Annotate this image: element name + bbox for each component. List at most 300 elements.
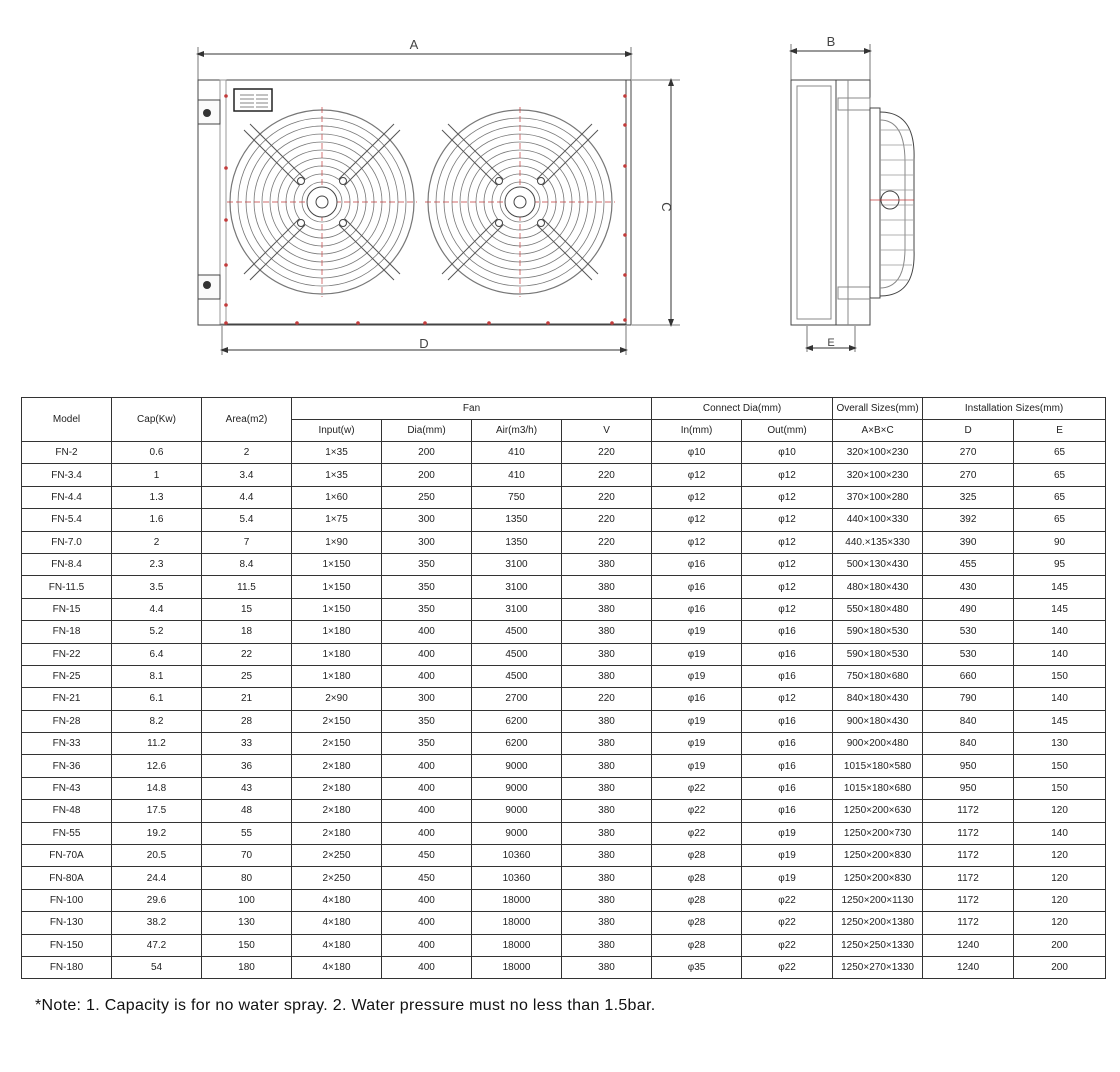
table-cell: φ22 bbox=[742, 956, 833, 978]
table-cell: 380 bbox=[562, 956, 652, 978]
table-cell: 350 bbox=[382, 733, 472, 755]
table-cell: 8.4 bbox=[202, 553, 292, 575]
table-cell: 350 bbox=[382, 710, 472, 732]
table-cell: 380 bbox=[562, 710, 652, 732]
fan-guard-icon bbox=[425, 107, 615, 297]
header-overall: Overall Sizes(mm) bbox=[833, 398, 923, 420]
dimension-c bbox=[632, 80, 680, 325]
table-cell: 1250×200×1130 bbox=[833, 889, 923, 911]
table-cell: 750×180×680 bbox=[833, 665, 923, 687]
table-cell: 3100 bbox=[472, 598, 562, 620]
table-cell: 140 bbox=[1014, 688, 1106, 710]
table-cell: 1172 bbox=[923, 822, 1014, 844]
table-cell: φ19 bbox=[652, 710, 742, 732]
table-cell: FN-8.4 bbox=[22, 553, 112, 575]
table-cell: 6.4 bbox=[112, 643, 202, 665]
table-cell: 380 bbox=[562, 889, 652, 911]
table-cell: 400 bbox=[382, 822, 472, 844]
table-cell: FN-2 bbox=[22, 442, 112, 464]
table-cell: 455 bbox=[923, 553, 1014, 575]
table-cell: 3.5 bbox=[112, 576, 202, 598]
table-cell: 120 bbox=[1014, 845, 1106, 867]
table-cell: 350 bbox=[382, 598, 472, 620]
fan-guards bbox=[227, 107, 615, 297]
dimension-e bbox=[807, 326, 855, 352]
table-cell: 120 bbox=[1014, 800, 1106, 822]
table-cell: 1×90 bbox=[292, 531, 382, 553]
table-cell: 400 bbox=[382, 956, 472, 978]
table-cell: 2×150 bbox=[292, 710, 382, 732]
table-cell: 18000 bbox=[472, 889, 562, 911]
table-row bbox=[22, 553, 1106, 575]
table-cell: 4×180 bbox=[292, 934, 382, 956]
table-cell: 21 bbox=[202, 688, 292, 710]
table-cell: 28 bbox=[202, 710, 292, 732]
table-cell: 950 bbox=[923, 755, 1014, 777]
table-cell: φ19 bbox=[742, 867, 833, 889]
table-cell: 3100 bbox=[472, 553, 562, 575]
table-cell: 65 bbox=[1014, 442, 1106, 464]
table-cell: 840×180×430 bbox=[833, 688, 923, 710]
table-cell: 1×180 bbox=[292, 665, 382, 687]
table-cell: 6.1 bbox=[112, 688, 202, 710]
table-cell: 10360 bbox=[472, 845, 562, 867]
table-cell: 145 bbox=[1014, 710, 1106, 732]
table-row bbox=[22, 800, 1106, 822]
table-cell: FN-55 bbox=[22, 822, 112, 844]
table-cell: 17.5 bbox=[112, 800, 202, 822]
table-cell: 300 bbox=[382, 531, 472, 553]
table-cell: φ16 bbox=[742, 777, 833, 799]
table-row bbox=[22, 867, 1106, 889]
table-cell: FN-36 bbox=[22, 755, 112, 777]
table-cell: 65 bbox=[1014, 509, 1106, 531]
table-cell: 180 bbox=[202, 956, 292, 978]
table-cell: 380 bbox=[562, 800, 652, 822]
table-cell: 150 bbox=[1014, 777, 1106, 799]
table-cell: 3.4 bbox=[202, 464, 292, 486]
table-cell: 840 bbox=[923, 733, 1014, 755]
table-cell: 43 bbox=[202, 777, 292, 799]
outlet-port-icon bbox=[203, 281, 211, 289]
dimension-label-b: B bbox=[826, 34, 836, 49]
table-cell: 130 bbox=[1014, 733, 1106, 755]
table-row bbox=[22, 710, 1106, 732]
table-cell: 65 bbox=[1014, 486, 1106, 508]
table-cell: 1015×180×580 bbox=[833, 755, 923, 777]
specification-table bbox=[21, 397, 1106, 979]
table-cell: 2 bbox=[202, 442, 292, 464]
table-cell: φ28 bbox=[652, 845, 742, 867]
table-cell: 1240 bbox=[923, 934, 1014, 956]
table-cell: φ19 bbox=[742, 845, 833, 867]
table-cell: 220 bbox=[562, 486, 652, 508]
table-cell: 18 bbox=[202, 621, 292, 643]
table-cell: 300 bbox=[382, 688, 472, 710]
table-cell: φ12 bbox=[652, 486, 742, 508]
table-cell: 400 bbox=[382, 912, 472, 934]
table-cell: 100 bbox=[202, 889, 292, 911]
table-row bbox=[22, 621, 1106, 643]
table-cell: 370×100×280 bbox=[833, 486, 923, 508]
table-cell: 1172 bbox=[923, 867, 1014, 889]
table-cell: 380 bbox=[562, 912, 652, 934]
table-cell: 380 bbox=[562, 733, 652, 755]
table-cell: 1250×200×630 bbox=[833, 800, 923, 822]
table-row bbox=[22, 912, 1106, 934]
table-cell: φ22 bbox=[742, 912, 833, 934]
table-cell: 1350 bbox=[472, 531, 562, 553]
table-cell: 400 bbox=[382, 643, 472, 665]
table-cell: 2×90 bbox=[292, 688, 382, 710]
table-cell: 120 bbox=[1014, 889, 1106, 911]
table-cell: FN-4.4 bbox=[22, 486, 112, 508]
table-row bbox=[22, 688, 1106, 710]
table-cell: φ22 bbox=[652, 800, 742, 822]
table-cell: 90 bbox=[1014, 531, 1106, 553]
table-cell: FN-7.0 bbox=[22, 531, 112, 553]
table-cell: 1×35 bbox=[292, 442, 382, 464]
dimension-b bbox=[791, 34, 870, 80]
table-cell: φ22 bbox=[742, 889, 833, 911]
table-cell: 220 bbox=[562, 688, 652, 710]
table-cell: φ12 bbox=[742, 531, 833, 553]
table-cell: FN-5.4 bbox=[22, 509, 112, 531]
table-cell: 220 bbox=[562, 464, 652, 486]
table-cell: 2×250 bbox=[292, 845, 382, 867]
table-cell: 380 bbox=[562, 845, 652, 867]
table-cell: 1240 bbox=[923, 956, 1014, 978]
header-install: Installation Sizes(mm) bbox=[923, 398, 1106, 420]
table-cell: 790 bbox=[923, 688, 1014, 710]
technical-drawing bbox=[0, 0, 1120, 390]
table-cell: 2×180 bbox=[292, 822, 382, 844]
table-cell: 1250×200×730 bbox=[833, 822, 923, 844]
table-cell: 4×180 bbox=[292, 889, 382, 911]
table-cell: φ12 bbox=[742, 509, 833, 531]
table-cell: 15 bbox=[202, 598, 292, 620]
table-cell: 400 bbox=[382, 800, 472, 822]
table-cell: 2×150 bbox=[292, 733, 382, 755]
table-cell: 150 bbox=[1014, 665, 1106, 687]
table-cell: 380 bbox=[562, 934, 652, 956]
table-cell: 200 bbox=[382, 442, 472, 464]
table-cell: 1×75 bbox=[292, 509, 382, 531]
table-cell: 380 bbox=[562, 822, 652, 844]
table-cell: 400 bbox=[382, 889, 472, 911]
table-cell: 2×250 bbox=[292, 867, 382, 889]
table-cell: φ19 bbox=[652, 733, 742, 755]
table-cell: 490 bbox=[923, 598, 1014, 620]
dimension-label-e: E bbox=[827, 337, 835, 349]
table-cell: 1×60 bbox=[292, 486, 382, 508]
table-row bbox=[22, 509, 1106, 531]
table-cell: φ12 bbox=[652, 464, 742, 486]
table-cell: φ12 bbox=[742, 486, 833, 508]
table-cell: FN-80A bbox=[22, 867, 112, 889]
table-cell: 0.6 bbox=[112, 442, 202, 464]
dimension-label-d: D bbox=[419, 336, 429, 351]
table-cell: 10360 bbox=[472, 867, 562, 889]
table-cell: φ12 bbox=[742, 464, 833, 486]
table-cell: 440×100×330 bbox=[833, 509, 923, 531]
table-cell: 1172 bbox=[923, 845, 1014, 867]
table-cell: 33 bbox=[202, 733, 292, 755]
table-cell: 1×150 bbox=[292, 598, 382, 620]
table-cell: 220 bbox=[562, 509, 652, 531]
table-cell: FN-180 bbox=[22, 956, 112, 978]
table-cell: 1×180 bbox=[292, 643, 382, 665]
table-cell: 200 bbox=[382, 464, 472, 486]
table-cell: φ12 bbox=[652, 509, 742, 531]
table-cell: 900×200×480 bbox=[833, 733, 923, 755]
table-cell: 25 bbox=[202, 665, 292, 687]
header-fan: Fan bbox=[292, 398, 652, 420]
table-row bbox=[22, 822, 1106, 844]
table-cell: 9000 bbox=[472, 755, 562, 777]
table-cell: 130 bbox=[202, 912, 292, 934]
table-cell: 1.3 bbox=[112, 486, 202, 508]
table-cell: 530 bbox=[923, 621, 1014, 643]
table-cell: 8.2 bbox=[112, 710, 202, 732]
table-cell: φ10 bbox=[742, 442, 833, 464]
dimension-label-c: C bbox=[659, 202, 674, 212]
table-cell: 270 bbox=[923, 464, 1014, 486]
table-cell: 2×180 bbox=[292, 755, 382, 777]
table-cell: 19.2 bbox=[112, 822, 202, 844]
table-cell: 24.4 bbox=[112, 867, 202, 889]
table-cell: 1250×200×1380 bbox=[833, 912, 923, 934]
table-cell: φ19 bbox=[652, 621, 742, 643]
subheader-air: Air(m3/h) bbox=[472, 420, 562, 442]
table-cell: FN-21 bbox=[22, 688, 112, 710]
table-cell: φ16 bbox=[652, 688, 742, 710]
table-cell: φ16 bbox=[652, 598, 742, 620]
table-cell: FN-33 bbox=[22, 733, 112, 755]
table-cell: φ16 bbox=[742, 643, 833, 665]
table-cell: FN-18 bbox=[22, 621, 112, 643]
table-cell: 18000 bbox=[472, 934, 562, 956]
table-cell: 36 bbox=[202, 755, 292, 777]
table-cell: φ16 bbox=[652, 553, 742, 575]
table-cell: 1×35 bbox=[292, 464, 382, 486]
table-cell: 380 bbox=[562, 867, 652, 889]
table-cell: 480×180×430 bbox=[833, 576, 923, 598]
table-cell: FN-22 bbox=[22, 643, 112, 665]
table-cell: 500×130×430 bbox=[833, 553, 923, 575]
table-row bbox=[22, 934, 1106, 956]
table-cell: 5.2 bbox=[112, 621, 202, 643]
table-cell: φ10 bbox=[652, 442, 742, 464]
subheader-dia: Dia(mm) bbox=[382, 420, 472, 442]
table-cell: φ28 bbox=[652, 889, 742, 911]
header-cap: Cap(Kw) bbox=[112, 398, 202, 442]
table-cell: 140 bbox=[1014, 822, 1106, 844]
table-cell: φ12 bbox=[742, 598, 833, 620]
table-cell: 392 bbox=[923, 509, 1014, 531]
table-cell: 400 bbox=[382, 621, 472, 643]
table-cell: 430 bbox=[923, 576, 1014, 598]
table-cell: FN-48 bbox=[22, 800, 112, 822]
table-cell: 120 bbox=[1014, 912, 1106, 934]
table-cell: 1015×180×680 bbox=[833, 777, 923, 799]
table-cell: φ16 bbox=[742, 665, 833, 687]
table-cell: 9000 bbox=[472, 800, 562, 822]
table-cell: 54 bbox=[112, 956, 202, 978]
table-row bbox=[22, 755, 1106, 777]
table-cell: 2700 bbox=[472, 688, 562, 710]
table-cell: 380 bbox=[562, 777, 652, 799]
table-cell: 380 bbox=[562, 598, 652, 620]
footnote: *Note: 1. Capacity is for no water spray. 2. Water pressure must no less than 1.5bar. bbox=[35, 997, 656, 1014]
subheader-out: Out(mm) bbox=[742, 420, 833, 442]
table-row bbox=[22, 777, 1106, 799]
table-cell: FN-28 bbox=[22, 710, 112, 732]
table-cell: 11.2 bbox=[112, 733, 202, 755]
table-cell: 8.1 bbox=[112, 665, 202, 687]
table-cell: 14.8 bbox=[112, 777, 202, 799]
table-cell: 950 bbox=[923, 777, 1014, 799]
table-cell: 18000 bbox=[472, 956, 562, 978]
table-cell: 70 bbox=[202, 845, 292, 867]
table-cell: 9000 bbox=[472, 777, 562, 799]
table-cell: φ12 bbox=[742, 553, 833, 575]
table-cell: 2×180 bbox=[292, 800, 382, 822]
table-cell: φ16 bbox=[742, 710, 833, 732]
table-cell: φ28 bbox=[652, 934, 742, 956]
table-cell: 380 bbox=[562, 621, 652, 643]
table-cell: φ19 bbox=[652, 665, 742, 687]
table-cell: 350 bbox=[382, 576, 472, 598]
table-row bbox=[22, 665, 1106, 687]
table-row bbox=[22, 956, 1106, 978]
table-cell: 410 bbox=[472, 442, 562, 464]
table-cell: φ12 bbox=[742, 576, 833, 598]
header-model: Model bbox=[22, 398, 112, 442]
table-cell: 590×180×530 bbox=[833, 643, 923, 665]
table-cell: 1172 bbox=[923, 889, 1014, 911]
table-cell: 300 bbox=[382, 509, 472, 531]
table-cell: 220 bbox=[562, 442, 652, 464]
table-cell: 400 bbox=[382, 755, 472, 777]
dimension-a bbox=[198, 37, 631, 80]
table-row bbox=[22, 576, 1106, 598]
table-cell: 145 bbox=[1014, 576, 1106, 598]
table-cell: φ28 bbox=[652, 912, 742, 934]
table-cell: 80 bbox=[202, 867, 292, 889]
table-cell: 145 bbox=[1014, 598, 1106, 620]
table-cell: 1 bbox=[112, 464, 202, 486]
table-cell: 4500 bbox=[472, 643, 562, 665]
table-row bbox=[22, 598, 1106, 620]
table-cell: 400 bbox=[382, 777, 472, 799]
table-cell: 1.6 bbox=[112, 509, 202, 531]
table-cell: 95 bbox=[1014, 553, 1106, 575]
table-cell: 150 bbox=[202, 934, 292, 956]
header-connect: Connect Dia(mm) bbox=[652, 398, 833, 420]
table-cell: 140 bbox=[1014, 643, 1106, 665]
subheader-d: D bbox=[923, 420, 1014, 442]
table-cell: 325 bbox=[923, 486, 1014, 508]
table-cell: 530 bbox=[923, 643, 1014, 665]
table-cell: 1×150 bbox=[292, 576, 382, 598]
table-cell: 400 bbox=[382, 934, 472, 956]
table-cell: FN-3.4 bbox=[22, 464, 112, 486]
table-cell: FN-15 bbox=[22, 598, 112, 620]
table-cell: 320×100×230 bbox=[833, 442, 923, 464]
table-row bbox=[22, 733, 1106, 755]
table-row bbox=[22, 889, 1106, 911]
table-cell: 400 bbox=[382, 665, 472, 687]
table-cell: 200 bbox=[1014, 934, 1106, 956]
table-cell: 1250×200×830 bbox=[833, 845, 923, 867]
table-cell: 750 bbox=[472, 486, 562, 508]
table-cell: 6200 bbox=[472, 733, 562, 755]
table-cell: 65 bbox=[1014, 464, 1106, 486]
table-row bbox=[22, 442, 1106, 464]
table-cell: φ22 bbox=[652, 822, 742, 844]
table-cell: FN-130 bbox=[22, 912, 112, 934]
header-area: Area(m2) bbox=[202, 398, 292, 442]
table-cell: φ16 bbox=[742, 621, 833, 643]
table-cell: 270 bbox=[923, 442, 1014, 464]
table-cell: φ12 bbox=[652, 531, 742, 553]
table-cell: φ16 bbox=[742, 733, 833, 755]
table-cell: 4×180 bbox=[292, 912, 382, 934]
table-cell: FN-70A bbox=[22, 845, 112, 867]
table-cell: φ22 bbox=[652, 777, 742, 799]
table-cell: 11.5 bbox=[202, 576, 292, 598]
subheader-input: Input(w) bbox=[292, 420, 382, 442]
table-cell: FN-100 bbox=[22, 889, 112, 911]
table-cell: FN-25 bbox=[22, 665, 112, 687]
table-row bbox=[22, 464, 1106, 486]
table-cell: 120 bbox=[1014, 867, 1106, 889]
table-cell: 150 bbox=[1014, 755, 1106, 777]
table-cell: 1250×250×1330 bbox=[833, 934, 923, 956]
table-cell: 4.4 bbox=[202, 486, 292, 508]
table-cell: FN-43 bbox=[22, 777, 112, 799]
table-cell: 5.4 bbox=[202, 509, 292, 531]
table-cell: φ19 bbox=[652, 643, 742, 665]
table-cell: 320×100×230 bbox=[833, 464, 923, 486]
dimension-label-a: A bbox=[409, 37, 419, 52]
table-cell: 22 bbox=[202, 643, 292, 665]
table-cell: φ22 bbox=[742, 934, 833, 956]
table-cell: 12.6 bbox=[112, 755, 202, 777]
table-cell: 450 bbox=[382, 867, 472, 889]
table-cell: 410 bbox=[472, 464, 562, 486]
table-row bbox=[22, 486, 1106, 508]
subheader-v: V bbox=[562, 420, 652, 442]
table-cell: 48 bbox=[202, 800, 292, 822]
table-cell: 4500 bbox=[472, 621, 562, 643]
table-cell: 550×180×480 bbox=[833, 598, 923, 620]
dimension-d bbox=[222, 326, 626, 355]
table-row bbox=[22, 643, 1106, 665]
table-cell: 4.4 bbox=[112, 598, 202, 620]
table-cell: 380 bbox=[562, 576, 652, 598]
table-row bbox=[22, 845, 1106, 867]
table-cell: 140 bbox=[1014, 621, 1106, 643]
table-cell: 1350 bbox=[472, 509, 562, 531]
table-cell: φ19 bbox=[742, 822, 833, 844]
table-cell: φ19 bbox=[652, 755, 742, 777]
table-cell: 1×180 bbox=[292, 621, 382, 643]
table-cell: 9000 bbox=[472, 822, 562, 844]
subheader-in: In(mm) bbox=[652, 420, 742, 442]
table-cell: 4500 bbox=[472, 665, 562, 687]
